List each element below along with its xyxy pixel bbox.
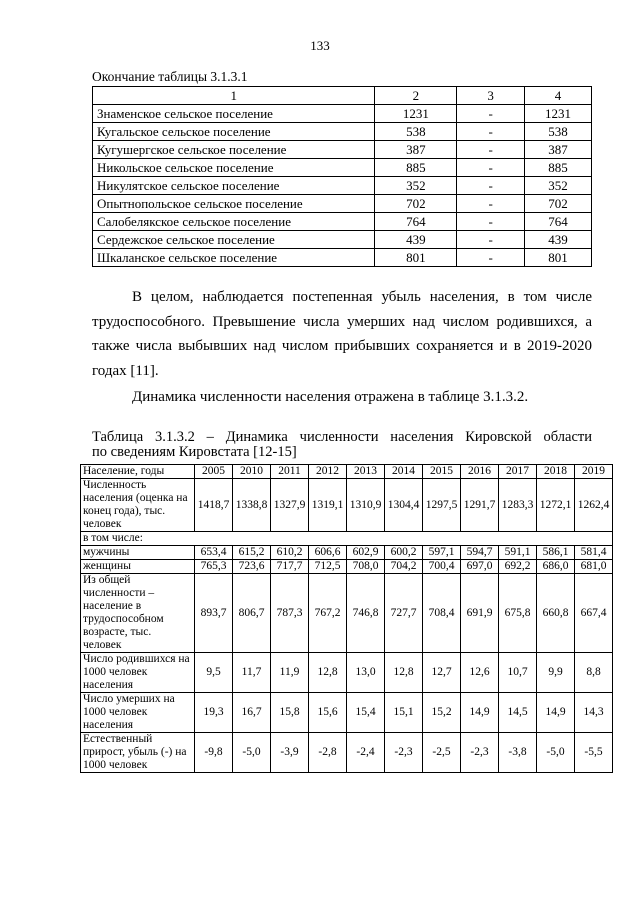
table2-value-cell: 653,4 — [195, 546, 233, 560]
table1-header-cell: 3 — [457, 87, 525, 105]
table2-row-label: Число умерших на 1000 человек населения — [81, 693, 195, 733]
table1-value-cell: - — [457, 105, 525, 123]
table2-value-cell: 1297,5 — [423, 479, 461, 532]
table1 — [92, 86, 592, 267]
table2-value-cell: 691,9 — [461, 574, 499, 653]
table2-row-label: Из общей численности – население в трудоспособном возрасте, тыс. человек — [81, 574, 195, 653]
table1-value-cell: - — [457, 213, 525, 231]
table1-value-cell: 702 — [525, 195, 592, 213]
table2-row-label: в том числе: — [81, 532, 613, 546]
settlement-name-cell: Знаменское сельское поселение — [93, 105, 375, 123]
table2-value-cell: 14,3 — [575, 693, 613, 733]
table2-value-cell: -5,0 — [537, 733, 575, 773]
settlement-name-cell: Кугальское сельское поселение — [93, 123, 375, 141]
table2-value-cell: 12,7 — [423, 653, 461, 693]
table2-caption-line1: Таблица 3.1.3.2 – Динамика численности населения Кировской области — [92, 429, 592, 445]
table2-value-cell: 692,2 — [499, 560, 537, 574]
table2-value-cell: 1327,9 — [271, 479, 309, 532]
table2-value-cell: 10,7 — [499, 653, 537, 693]
table1-value-cell: 702 — [375, 195, 457, 213]
table2-value-cell: 1291,7 — [461, 479, 499, 532]
table2-value-cell: 9,9 — [537, 653, 575, 693]
table1-value-cell: 801 — [525, 249, 592, 267]
table2-value-cell: 767,2 — [309, 574, 347, 653]
table2-value-cell: 1262,4 — [575, 479, 613, 532]
table1-value-cell: 439 — [525, 231, 592, 249]
table1-row — [93, 249, 592, 267]
table2-row — [81, 479, 613, 532]
table2-value-cell: 723,6 — [233, 560, 271, 574]
settlement-name-cell: Никулятское сельское поселение — [93, 177, 375, 195]
table2-row — [81, 532, 613, 546]
table1-header-cell: 4 — [525, 87, 592, 105]
table1-value-cell: - — [457, 249, 525, 267]
settlement-name-cell: Шкаланское сельское поселение — [93, 249, 375, 267]
table2-value-cell: 686,0 — [537, 560, 575, 574]
table2-value-cell: 708,4 — [423, 574, 461, 653]
table1-value-cell: 439 — [375, 231, 457, 249]
table2-value-cell: 610,2 — [271, 546, 309, 560]
table2-value-cell: 597,1 — [423, 546, 461, 560]
table2-value-cell: -2,3 — [461, 733, 499, 773]
table2-value-cell: -2,5 — [423, 733, 461, 773]
table2-value-cell: 787,3 — [271, 574, 309, 653]
table2-value-cell: 591,1 — [499, 546, 537, 560]
settlement-name-cell: Сердежское сельское поселение — [93, 231, 375, 249]
table2-value-cell: 15,1 — [385, 693, 423, 733]
table1-row — [93, 213, 592, 231]
table2-value-cell: 1319,1 — [309, 479, 347, 532]
table1-value-cell: - — [457, 123, 525, 141]
table2-year-header: 2016 — [461, 465, 499, 479]
table1-row — [93, 231, 592, 249]
table1-value-cell: - — [457, 141, 525, 159]
table2-value-cell: 712,5 — [309, 560, 347, 574]
table2-value-cell: 9,5 — [195, 653, 233, 693]
table2-value-cell: 893,7 — [195, 574, 233, 653]
table1-row — [93, 177, 592, 195]
table2-value-cell: 606,6 — [309, 546, 347, 560]
settlement-name-cell: Салобелякское сельское поселение — [93, 213, 375, 231]
table2-value-cell: 667,4 — [575, 574, 613, 653]
table2-value-cell: 704,2 — [385, 560, 423, 574]
table2-value-cell: 594,7 — [461, 546, 499, 560]
table1-row — [93, 159, 592, 177]
table2-value-cell: 14,9 — [461, 693, 499, 733]
table1-row — [93, 141, 592, 159]
table2-row — [81, 733, 613, 773]
table2-value-cell: 586,1 — [537, 546, 575, 560]
table1-row — [93, 105, 592, 123]
table2-value-cell: 12,8 — [309, 653, 347, 693]
table2-value-cell: 15,4 — [347, 693, 385, 733]
table2-body — [81, 479, 613, 773]
table2-value-cell: 708,0 — [347, 560, 385, 574]
table1-value-cell: - — [457, 195, 525, 213]
table2-value-cell: 697,0 — [461, 560, 499, 574]
table1-row — [93, 123, 592, 141]
table2-year-header: 2018 — [537, 465, 575, 479]
table2-value-cell: 1283,3 — [499, 479, 537, 532]
table1-value-cell: 387 — [375, 141, 457, 159]
table2-value-cell: 15,8 — [271, 693, 309, 733]
settlement-name-cell: Опытнопольское сельское поселение — [93, 195, 375, 213]
table2-value-cell: -9,8 — [195, 733, 233, 773]
table2-value-cell: 16,7 — [233, 693, 271, 733]
table2-row — [81, 560, 613, 574]
table2-row — [81, 546, 613, 560]
table2-value-cell: 1272,1 — [537, 479, 575, 532]
table2-value-cell: -2,4 — [347, 733, 385, 773]
table2-value-cell: 700,4 — [423, 560, 461, 574]
table1-value-cell: 885 — [525, 159, 592, 177]
table2-year-header: 2012 — [309, 465, 347, 479]
table2-value-cell: 581,4 — [575, 546, 613, 560]
table1-value-cell: 1231 — [525, 105, 592, 123]
table2-value-cell: 1304,4 — [385, 479, 423, 532]
table2-row — [81, 693, 613, 733]
table2-row-label: Число родившихся на 1000 человек населения — [81, 653, 195, 693]
table2-value-cell: 602,9 — [347, 546, 385, 560]
table2-year-header: 2013 — [347, 465, 385, 479]
table2-year-header: 2014 — [385, 465, 423, 479]
table2-value-cell: -2,8 — [309, 733, 347, 773]
table1-value-cell: - — [457, 177, 525, 195]
table1-value-cell: 538 — [375, 123, 457, 141]
table1-value-cell: - — [457, 159, 525, 177]
table2-caption-line2: по сведениям Кировстата [12-15] — [92, 444, 297, 460]
table2-value-cell: 1418,7 — [195, 479, 233, 532]
table2-value-cell: 11,9 — [271, 653, 309, 693]
table2-value-cell: 806,7 — [233, 574, 271, 653]
settlement-name-cell: Никольское сельское поселение — [93, 159, 375, 177]
table2-value-cell: -3,8 — [499, 733, 537, 773]
table1-value-cell: 538 — [525, 123, 592, 141]
table2-value-cell: 8,8 — [575, 653, 613, 693]
table2-row — [81, 574, 613, 653]
table2-header-row — [81, 465, 613, 479]
table2-value-cell: 15,2 — [423, 693, 461, 733]
table2-value-cell: 600,2 — [385, 546, 423, 560]
table1-caption: Окончание таблицы 3.1.3.1 — [92, 69, 248, 84]
table2-row-label: мужчины — [81, 546, 195, 560]
page-number: 133 — [310, 38, 330, 53]
table2-value-cell: 765,3 — [195, 560, 233, 574]
table2-value-cell: 12,8 — [385, 653, 423, 693]
table2-value-cell: 13,0 — [347, 653, 385, 693]
table1-value-cell: 352 — [375, 177, 457, 195]
table2-caption — [92, 430, 592, 460]
table2-row-label: Численность населения (оценка на конец года), тыс. человек — [81, 479, 195, 532]
table1-row — [93, 195, 592, 213]
table2-value-cell: 1310,9 — [347, 479, 385, 532]
table2-row — [81, 653, 613, 693]
table2-year-header: 2010 — [233, 465, 271, 479]
table2-value-cell: 746,8 — [347, 574, 385, 653]
table2-value-cell: -2,3 — [385, 733, 423, 773]
table2-year-header: 2017 — [499, 465, 537, 479]
table1-value-cell: 387 — [525, 141, 592, 159]
table2-value-cell: 660,8 — [537, 574, 575, 653]
table1-value-cell: 764 — [525, 213, 592, 231]
table2-year-header: 2019 — [575, 465, 613, 479]
table2-value-cell: 615,2 — [233, 546, 271, 560]
table1-value-cell: 764 — [375, 213, 457, 231]
table2-value-cell: -5,5 — [575, 733, 613, 773]
table2-value-cell: -3,9 — [271, 733, 309, 773]
table2-value-cell: 1338,8 — [233, 479, 271, 532]
table2-year-header: 2015 — [423, 465, 461, 479]
table2-value-cell: 727,7 — [385, 574, 423, 653]
table2 — [80, 464, 613, 773]
table2-value-cell: 681,0 — [575, 560, 613, 574]
paragraph-dynamics-reference: Динамика численности населения отражена в таблице 3.1.3.2. — [132, 389, 529, 405]
table2-value-cell: 15,6 — [309, 693, 347, 733]
table2-value-cell: 14,5 — [499, 693, 537, 733]
table2-header-label: Население, годы — [81, 465, 195, 479]
table1-value-cell: 352 — [525, 177, 592, 195]
table1-value-cell: - — [457, 231, 525, 249]
table1-value-cell: 801 — [375, 249, 457, 267]
table2-year-header: 2011 — [271, 465, 309, 479]
table2-year-header: 2005 — [195, 465, 233, 479]
table2-value-cell: -5,0 — [233, 733, 271, 773]
table1-header-row — [93, 87, 592, 105]
table1-header-cell: 1 — [93, 87, 375, 105]
table2-value-cell: 717,7 — [271, 560, 309, 574]
paragraph-population-decline: В целом, наблюдается постепенная убыль населения, в том числе трудоспособного. Превышение числа умерших над числом родившихся, а также числа выбывших над числом прибывших сохраняется и в 2019-2020 годах [11]. — [92, 289, 592, 379]
table1-value-cell: 1231 — [375, 105, 457, 123]
table2-row-label: Естественный прирост, убыль (-) на 1000 человек — [81, 733, 195, 773]
table2-value-cell: 675,8 — [499, 574, 537, 653]
table2-value-cell: 11,7 — [233, 653, 271, 693]
settlement-name-cell: Кугушергское сельское поселение — [93, 141, 375, 159]
table2-value-cell: 12,6 — [461, 653, 499, 693]
table1-header-cell: 2 — [375, 87, 457, 105]
table2-value-cell: 14,9 — [537, 693, 575, 733]
table1-value-cell: 885 — [375, 159, 457, 177]
table2-value-cell: 19,3 — [195, 693, 233, 733]
table1-body — [93, 105, 592, 267]
table2-row-label: женщины — [81, 560, 195, 574]
